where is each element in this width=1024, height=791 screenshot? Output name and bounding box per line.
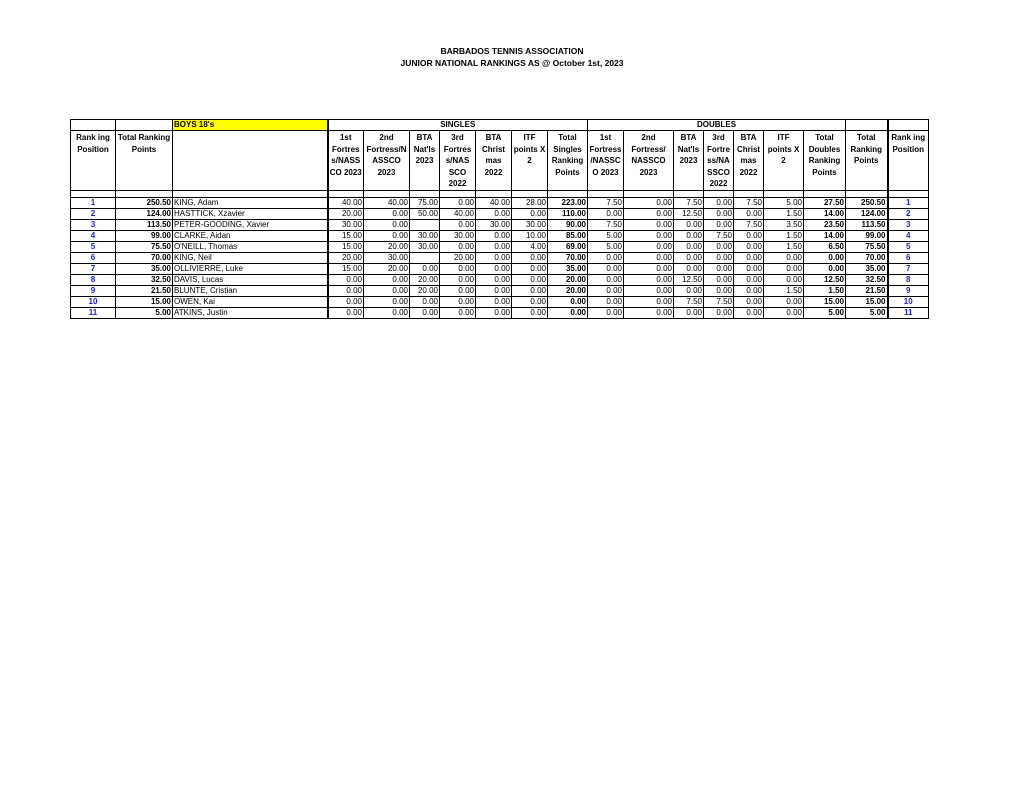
points-cell: 30.00 [410,230,440,241]
points-cell: 0.00 [734,208,764,219]
points-cell: 28.00 [512,197,548,208]
points-cell: 0.00 [328,274,364,285]
points-cell: 0.00 [476,263,512,274]
points-cell: 6.50 [804,241,846,252]
points-cell: 85.00 [548,230,588,241]
rank-position-right: 7 [888,263,929,274]
points-cell: 0.00 [734,241,764,252]
points-cell [410,252,440,263]
points-cell: 0.00 [704,285,734,296]
points-cell: 4.00 [512,241,548,252]
points-cell: 0.00 [440,307,476,318]
points-cell: 0.00 [624,208,674,219]
rank-position: 2 [71,208,116,219]
column-header: BTA Christ mas 2022 [734,131,764,191]
points-cell: 32.50 [846,274,888,285]
points-cell: 113.50 [116,219,173,230]
points-cell: 69.00 [548,241,588,252]
points-cell: 5.00 [588,230,624,241]
rankings-table [70,119,929,319]
points-cell: 0.00 [674,252,704,263]
player-name: OWEN, Kai [173,296,328,307]
points-cell: 0.00 [512,208,548,219]
points-cell: 30.00 [328,219,364,230]
points-cell: 0.00 [476,274,512,285]
points-cell: 27.50 [804,197,846,208]
points-cell: 50.00 [410,208,440,219]
document-title: BARBADOS TENNIS ASSOCIATION [440,46,584,56]
points-cell: 0.00 [704,274,734,285]
rank-position-right: 9 [888,285,929,296]
points-cell: 75.00 [410,197,440,208]
rank-position: 10 [71,296,116,307]
column-header: Rank ing Position [71,131,116,191]
player-name: O'NEILL, Thomas [173,241,328,252]
points-cell: 0.00 [410,307,440,318]
points-cell: 0.00 [624,230,674,241]
points-cell: 1.50 [764,208,804,219]
points-cell: 12.50 [674,274,704,285]
points-cell: 0.00 [476,285,512,296]
points-cell: 0.00 [624,241,674,252]
points-cell: 30.00 [364,252,410,263]
points-cell: 0.00 [764,296,804,307]
points-cell: 15.00 [846,296,888,307]
points-cell: 223.00 [548,197,588,208]
table-row [71,274,929,285]
points-cell: 0.00 [764,252,804,263]
points-cell: 0.00 [804,252,846,263]
points-cell: 7.50 [674,197,704,208]
points-cell: 40.00 [440,208,476,219]
rank-position: 8 [71,274,116,285]
player-name: CLARKE, Aidan [173,230,328,241]
points-cell: 0.00 [588,263,624,274]
points-cell: 0.00 [588,296,624,307]
player-name: KING, Adam [173,197,328,208]
points-cell: 99.00 [116,230,173,241]
points-cell: 113.50 [846,219,888,230]
points-cell: 7.50 [588,219,624,230]
points-cell: 0.00 [764,274,804,285]
points-cell: 0.00 [734,263,764,274]
points-cell: 0.00 [512,274,548,285]
rank-position-right: 4 [888,230,929,241]
points-cell: 0.00 [476,241,512,252]
points-cell: 1.50 [804,285,846,296]
player-name: DAVIS, Lucas [173,274,328,285]
points-cell: 35.00 [846,263,888,274]
points-cell: 7.50 [734,197,764,208]
points-cell: 40.00 [476,197,512,208]
rank-position: 11 [71,307,116,318]
rank-position-right: 6 [888,252,929,263]
points-cell: 5.00 [764,197,804,208]
points-cell: 7.50 [734,219,764,230]
points-cell: 1.50 [764,285,804,296]
points-cell: 0.00 [704,263,734,274]
player-name: OLLIVIERRE, Luke [173,263,328,274]
points-cell: 124.00 [846,208,888,219]
points-cell: 1.50 [764,241,804,252]
points-cell: 0.00 [734,307,764,318]
points-cell: 0.00 [704,208,734,219]
points-cell: 0.00 [734,296,764,307]
table-row [71,208,929,219]
table-row [71,197,929,208]
points-cell: 0.00 [476,230,512,241]
points-cell: 20.00 [328,252,364,263]
points-cell: 0.00 [624,197,674,208]
points-cell: 0.00 [328,296,364,307]
category-label: BOYS 18's [173,120,328,131]
singles-group-header: SINGLES [328,120,588,131]
points-cell: 20.00 [410,274,440,285]
points-cell: 10.00 [512,230,548,241]
points-cell: 0.00 [674,263,704,274]
player-name: HASTTICK, Xzavier [173,208,328,219]
column-header: BTA Nat'ls 2023 [410,131,440,191]
points-cell: 0.00 [588,285,624,296]
points-cell: 0.00 [440,197,476,208]
rank-position: 7 [71,263,116,274]
points-cell: 20.00 [548,285,588,296]
points-cell: 0.00 [588,307,624,318]
points-cell: 0.00 [512,252,548,263]
points-cell: 30.00 [440,230,476,241]
column-header: Total Doubles Ranking Points [804,131,846,191]
points-cell: 20.00 [364,241,410,252]
points-cell: 0.00 [734,274,764,285]
column-header: BTA Christ mas 2022 [476,131,512,191]
points-cell: 14.00 [804,230,846,241]
points-cell: 3.50 [764,219,804,230]
points-cell: 0.00 [674,230,704,241]
points-cell: 12.50 [804,274,846,285]
column-header: 3rd Fortre ss/NA SSCO 2022 [704,131,734,191]
points-cell: 23.50 [804,219,846,230]
rank-position-right: 3 [888,219,929,230]
points-cell: 0.00 [764,307,804,318]
points-cell: 15.00 [804,296,846,307]
points-cell: 0.00 [364,230,410,241]
points-cell: 0.00 [364,296,410,307]
table-row [71,219,929,230]
player-name: PETER-GOODING, Xavier [173,219,328,230]
points-cell: 5.00 [116,307,173,318]
points-cell: 0.00 [364,219,410,230]
points-cell: 124.00 [116,208,173,219]
points-cell: 0.00 [624,307,674,318]
rank-position: 3 [71,219,116,230]
points-cell: 0.00 [410,263,440,274]
points-cell: 0.00 [734,285,764,296]
points-cell: 0.00 [804,263,846,274]
points-cell: 14.00 [804,208,846,219]
points-cell: 0.00 [624,263,674,274]
rank-position-right: 11 [888,307,929,318]
points-cell: 30.00 [476,219,512,230]
points-cell: 0.00 [674,219,704,230]
points-cell [410,219,440,230]
points-cell: 0.00 [624,296,674,307]
points-cell: 7.50 [674,296,704,307]
player-name: ATKINS, Justin [173,307,328,318]
rank-position-right: 10 [888,296,929,307]
points-cell: 70.00 [548,252,588,263]
points-cell: 250.50 [846,197,888,208]
points-cell: 0.00 [704,241,734,252]
column-header [173,131,328,191]
points-cell: 30.00 [410,241,440,252]
points-cell: 0.00 [704,307,734,318]
points-cell: 0.00 [440,241,476,252]
points-cell: 21.50 [116,285,173,296]
points-cell: 0.00 [674,285,704,296]
points-cell: 20.00 [548,274,588,285]
points-cell: 0.00 [734,252,764,263]
rank-position-right: 1 [888,197,929,208]
points-cell: 0.00 [764,263,804,274]
column-header: 3rd Fortres s/NAS SCO 2022 [440,131,476,191]
points-cell: 110.00 [548,208,588,219]
points-cell: 0.00 [674,307,704,318]
table-row [71,252,929,263]
table-row [71,285,929,296]
points-cell: 7.50 [704,230,734,241]
rank-position: 6 [71,252,116,263]
column-header: 2nd Fortress/N ASSCO 2023 [364,131,410,191]
points-cell: 15.00 [116,296,173,307]
points-cell: 0.00 [476,296,512,307]
points-cell: 0.00 [476,252,512,263]
points-cell: 0.00 [440,296,476,307]
points-cell: 15.00 [328,230,364,241]
doubles-group-header: DOUBLES [588,120,846,131]
points-cell: 70.00 [116,252,173,263]
rank-position: 1 [71,197,116,208]
points-cell: 15.00 [328,263,364,274]
points-cell: 0.00 [588,252,624,263]
points-cell: 0.00 [440,219,476,230]
rank-position: 9 [71,285,116,296]
points-cell: 0.00 [548,307,588,318]
points-cell: 0.00 [476,307,512,318]
points-cell: 32.50 [116,274,173,285]
points-cell: 0.00 [328,307,364,318]
points-cell: 15.00 [328,241,364,252]
points-cell: 0.00 [440,263,476,274]
points-cell: 0.00 [548,296,588,307]
rank-position-right: 5 [888,241,929,252]
column-header-row [71,131,929,191]
points-cell: 35.00 [116,263,173,274]
points-cell: 0.00 [704,219,734,230]
points-cell: 20.00 [328,208,364,219]
points-cell: 20.00 [364,263,410,274]
points-cell: 40.00 [328,197,364,208]
column-header: Total Ranking Points [846,131,888,191]
points-cell: 0.00 [410,296,440,307]
rank-position: 4 [71,230,116,241]
points-cell: 75.50 [846,241,888,252]
points-cell: 90.00 [548,219,588,230]
points-cell: 7.50 [704,296,734,307]
points-cell: 21.50 [846,285,888,296]
points-cell: 35.00 [548,263,588,274]
column-header: ITF points X 2 [764,131,804,191]
table-row [71,296,929,307]
rank-position-right: 8 [888,274,929,285]
points-cell: 0.00 [624,219,674,230]
points-cell: 30.00 [512,219,548,230]
points-cell: 0.00 [704,252,734,263]
points-cell: 12.50 [674,208,704,219]
points-cell: 0.00 [512,285,548,296]
document-subtitle: JUNIOR NATIONAL RANKINGS AS @ October 1st, 2023 [400,58,624,68]
points-cell: 0.00 [512,263,548,274]
rank-position-right: 2 [888,208,929,219]
points-cell: 0.00 [476,208,512,219]
column-header: Total Ranking Points [116,131,173,191]
points-cell: 0.00 [624,252,674,263]
points-cell: 0.00 [624,285,674,296]
points-cell: 0.00 [364,274,410,285]
points-cell: 0.00 [588,208,624,219]
points-cell: 1.50 [764,230,804,241]
column-header: 1st Fortres s/NASS CO 2023 [328,131,364,191]
points-cell: 0.00 [674,241,704,252]
points-cell: 0.00 [364,208,410,219]
points-cell: 5.00 [846,307,888,318]
rank-position: 5 [71,241,116,252]
player-name: KING, Neil [173,252,328,263]
table-row [71,263,929,274]
column-header: Total Singles Ranking Points [548,131,588,191]
player-name: BLUNTE, Cristian [173,285,328,296]
column-header: BTA Nat'ls 2023 [674,131,704,191]
points-cell: 0.00 [704,197,734,208]
points-cell: 0.00 [440,285,476,296]
points-cell: 0.00 [588,274,624,285]
points-cell: 7.50 [588,197,624,208]
column-header: Rank ing Position [888,131,929,191]
points-cell: 250.50 [116,197,173,208]
points-cell: 0.00 [734,230,764,241]
points-cell: 5.00 [804,307,846,318]
points-cell: 75.50 [116,241,173,252]
column-header: 2nd Fortress/ NASSCO 2023 [624,131,674,191]
spacer-row [71,190,929,197]
column-header: ITF points X 2 [512,131,548,191]
points-cell: 0.00 [364,285,410,296]
points-cell: 0.00 [624,274,674,285]
points-cell: 0.00 [512,307,548,318]
points-cell: 0.00 [512,296,548,307]
points-cell: 0.00 [440,274,476,285]
points-cell: 70.00 [846,252,888,263]
points-cell: 99.00 [846,230,888,241]
points-cell: 40.00 [364,197,410,208]
points-cell: 0.00 [364,307,410,318]
table-row [71,307,929,318]
points-cell: 0.00 [328,285,364,296]
group-header-row [71,120,929,131]
points-cell: 5.00 [588,241,624,252]
table-row [71,241,929,252]
column-header: 1st Fortress /NASSC O 2023 [588,131,624,191]
points-cell: 20.00 [410,285,440,296]
points-cell: 20.00 [440,252,476,263]
table-row [71,230,929,241]
